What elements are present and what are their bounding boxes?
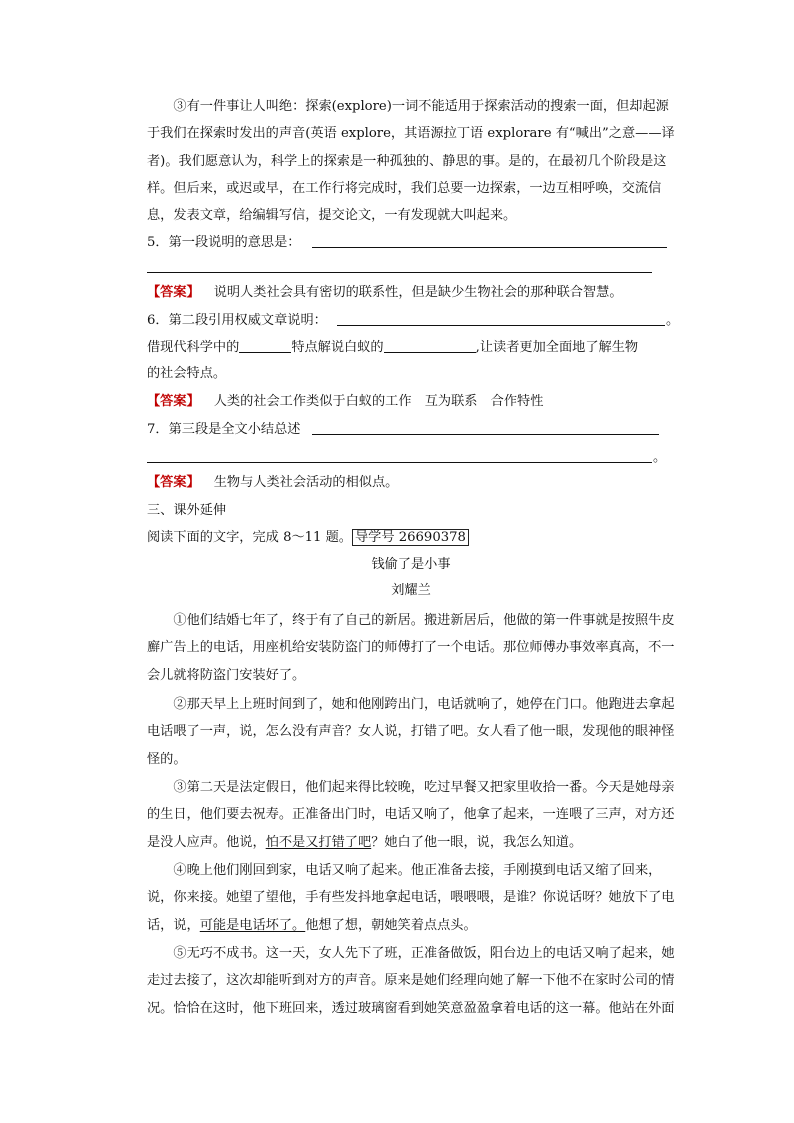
- underlined-sentence: 可能是电话坏了。: [199, 917, 306, 933]
- reading-intro: [147, 526, 675, 550]
- question-6-text: 6．第二段引用权威文章说明：: [147, 313, 327, 328]
- answer-blank-line: [337, 325, 665, 326]
- answer-tag: 【答案】: [147, 394, 200, 409]
- answer-6: [147, 390, 675, 414]
- answer-blank-line: [312, 434, 659, 435]
- story-paragraph-5: ⑤无巧不成书。这一天，女人先下了班，正准备做饭，阳台边上的电话又响了起来，她走过去接了，这次却能听到对方的声音。原来是她们经理向她了解一下他不在家时公司的情况。恰恰在这时，他下班回来，透过玻璃窗看到她笑意盈盈拿着电话的这一幕。他站在外面: [147, 946, 675, 1016]
- question-6-part-b: 特点解说白蚁的: [291, 340, 384, 355]
- question-7-text: 7．第三段是全文小结总述: [147, 422, 301, 437]
- question-5: [147, 231, 675, 255]
- answer-5: [147, 281, 675, 305]
- guide-number-box: 导学号 26690378: [352, 529, 469, 546]
- underlined-sentence: 怕不是又打错了吧: [265, 834, 372, 850]
- blank-1: [239, 338, 291, 353]
- answer-tag: 【答案】: [147, 285, 200, 300]
- question-6-part-c: ,让读者更加全面地了解生物: [475, 340, 639, 355]
- question-6-line2: [147, 336, 675, 360]
- question-6: [147, 309, 675, 333]
- story-paragraph-4: [147, 857, 675, 939]
- question-7: [147, 418, 675, 442]
- answer-5-text: 说明人类社会具有密切的联系性，但是缺少生物社会的那种联合智慧。: [213, 285, 623, 300]
- story-paragraph-4-part-a: ④晚上他们刚回到家，电话又响了起来。他正准备去接，手刚摸到电话又缩了回来，说，你来接。她望了望他，手有些发抖地拿起电话，喂喂喂，是谁？你说话呀？她放下了电话，说，: [147, 863, 675, 933]
- answer-7-text: 生物与人类社会活动的相似点。: [213, 475, 399, 490]
- answer-blank-line: [312, 247, 667, 248]
- question-5-text: 5．第一段说明的意思是：: [147, 235, 301, 250]
- story-paragraph-1: ①他们结婚七年了，终于有了自己的新居。搬进新居后，他做的第一件事就是按照牛皮廯广告上的电话，用座机给安装防盗门的师傅打了一个电话。那位师傅办事效率真高，不一会儿就将防盗门安装好了。: [147, 613, 675, 683]
- answer-blank-line: [147, 272, 652, 273]
- answer-7: [147, 471, 675, 495]
- question-6-end: 。: [666, 313, 680, 328]
- story-paragraph-3: [147, 774, 675, 856]
- reading-intro-text: 阅读下面的文字，完成 8～11 题。: [147, 530, 352, 545]
- story-paragraph-2: ②那天早上上班时间到了，她和他刚跨出门，电话就响了，她停在门口。他跑进去拿起电话喂了一声，说，怎么没有声音？女人说，打错了吧。女人看了他一眼，发现他的眼神怪怪的。: [147, 697, 675, 767]
- answer-blank-line: [147, 462, 652, 463]
- answer-tag: 【答案】: [147, 475, 200, 490]
- question-6-part-a: 借现代科学中的: [147, 340, 240, 355]
- answer-6-text: 人类的社会工作类似于白蚁的工作 互为联系 合作特性: [213, 394, 544, 409]
- story-paragraph-3-part-b: ？她白了他一眼，说，我怎么知道。: [371, 834, 583, 850]
- question-7-end: 。: [653, 450, 667, 465]
- story-author: 刘耀兰: [391, 583, 431, 598]
- section-title: 三、课外延伸: [147, 503, 227, 518]
- passage-paragraph-3: ③有一件事让人叫绝：探索(explore)一词不能适用于探索活动的搜索一面，但却起源于我们在探索时发出的声音(英语 explore，其语源拉丁语 explorare 有“喊出”之意——译者)。我们愿意认为，科学上的探索是一种孤独的、静思的事。是的，在最初几个阶段是这样。但后来，或迟或早，在工作行将完成时，我们总要一边探索，一边互相呼唤，交流信息，发表文章，给编辑写信，提交论文，一有发现就大叫起来。: [147, 99, 675, 224]
- story-paragraph-4-part-b: 他想了想，朝她笑着点点头。: [305, 917, 477, 933]
- story-title: 钱偷了是小事: [371, 557, 451, 572]
- question-6-line3: 的社会特点。: [147, 366, 227, 381]
- story-paragraph-3-part-a: ③第二天是法定假日，他们起来得比较晚，吃过早餐又把家里收拾一番。今天是她母亲的生日，他们要去祝寿。正准备出门时，电话又响了，他拿了起来，一连喂了三声，对方还是没人应声。他说，: [147, 780, 675, 850]
- blank-2: [384, 338, 476, 353]
